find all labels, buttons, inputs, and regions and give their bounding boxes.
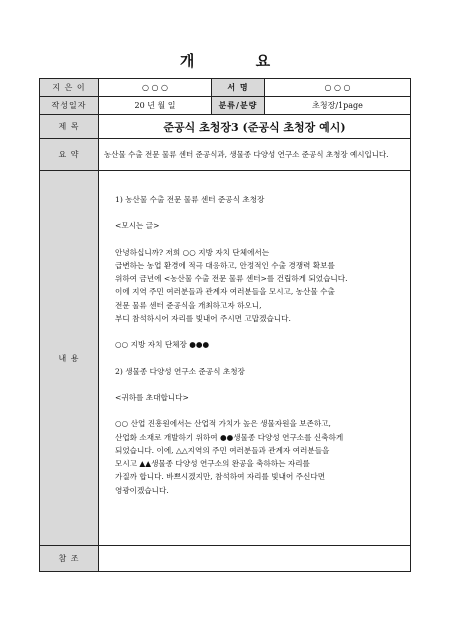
spacer	[115, 233, 396, 246]
content-line: 위하여 금년에 <농산물 수출 전문 물류 센터>를 건립하게 되었습니다.	[115, 274, 348, 284]
page-title: 개 요	[179, 52, 299, 70]
spacer	[115, 325, 396, 338]
category-label: 분류/분량	[212, 97, 265, 115]
content-line: ○○ 지방 자치 단체장 ●●●	[115, 340, 210, 350]
signature-value: ○ ○ ○	[265, 79, 411, 97]
subject-value: 준공식 초청장3 (준공식 초청장 예시)	[99, 115, 411, 139]
summary-label: 요 약	[40, 139, 99, 171]
content-line: <귀하를 초대합니다>	[115, 392, 189, 402]
reference-value	[99, 546, 411, 572]
content-line: 가질까 합니다. 바쁘시겠지만, 참석하여 자리를 빛내어 주신다면	[115, 472, 326, 482]
subject-label: 제 목	[40, 115, 99, 139]
written-date-value: 20 년 월 일	[99, 97, 212, 115]
overview-table	[39, 78, 411, 572]
written-date-label: 작성일자	[40, 97, 99, 115]
author-label: 지 은 이	[40, 79, 99, 97]
signature-label: 서 명	[212, 79, 265, 97]
spacer	[115, 404, 396, 417]
spacer	[115, 352, 396, 365]
category-value: 초청장/1page	[265, 97, 411, 115]
content-label: 내 용	[40, 171, 99, 546]
content-body	[99, 171, 411, 546]
content-line: 전문 물류 센터 준공식을 개최하고자 하오니,	[115, 300, 262, 310]
content-line: 부디 참석하시어 자리를 빛내어 주시면 고맙겠습니다.	[115, 314, 291, 324]
content-line: 급변하는 농업 환경에 적극 대응하고, 안정적인 수출 경쟁력 확보를	[115, 260, 335, 270]
content-line: 산업화 소재로 개발하기 위하여 ●●생물종 다양성 연구소를 신축하게	[115, 432, 344, 442]
content-line: 안녕하십니까? 저희 ○○ 지방 자치 단체에서는	[115, 247, 270, 257]
content-line: 영광이겠습니다.	[115, 485, 169, 495]
reference-label: 참 조	[40, 546, 99, 572]
author-value: ○ ○ ○	[99, 79, 212, 97]
spacer	[115, 206, 396, 219]
content-line: 되었습니다. 이에, △△지역의 주민 여러분들과 관계자 여러분들을	[115, 445, 330, 455]
summary-value: 농산물 수출 전문 물류 센터 준공식과, 생물종 다양성 연구소 준공식 초청장 예시입니다.	[99, 139, 411, 171]
content-line: 모시고 ▲▲생물종 다양성 연구소의 완공을 축하하는 자리를	[115, 459, 310, 469]
spacer	[115, 378, 396, 391]
content-line: <모시는 글>	[115, 221, 160, 231]
content-line: 1) 농산물 수출 전문 물류 센터 준공식 초청장	[115, 195, 265, 204]
content-line: 이에 지역 주민 여러분들과 관계자 여러분들을 모시고, 농산물 수출	[115, 287, 335, 297]
content-line: 2) 생물종 다양성 연구소 준공식 초청장	[115, 366, 245, 376]
content-line: ○○ 산업 진흥원에서는 산업적 가치가 높은 생물자원을 보존하고,	[115, 419, 331, 429]
